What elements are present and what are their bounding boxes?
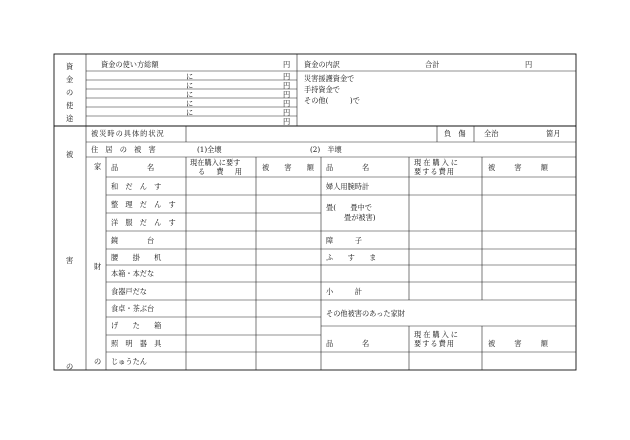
item-tatami-line2: 畳が被害) xyxy=(344,213,376,222)
situation-label: 被災時の具体的状況 xyxy=(91,129,165,138)
disaster-fund-label: 災害援護資金で xyxy=(304,74,355,83)
col-damage-header-right: 被 害 額 xyxy=(488,163,554,172)
funds-vertical-label-5: 途 xyxy=(66,114,74,123)
housing-damage-label: 住 居 の 被 害 xyxy=(91,145,156,154)
item-fujinudedokei: 婦人用腕時計 xyxy=(326,182,370,191)
breakdown-total-label: 合計 xyxy=(425,60,440,69)
item-shokkitodana: 食器戸だな xyxy=(111,287,147,296)
item-other-household: その他被害のあった家財 xyxy=(326,309,405,318)
col-item-header-right-2: 品 名 xyxy=(326,339,370,348)
item-shouji: 障 子 xyxy=(326,236,362,245)
recovery-label: 全治 xyxy=(484,129,499,138)
col-item-header: 品 名 xyxy=(111,163,155,172)
full-destroy-option: (1)全壊 xyxy=(197,145,222,154)
funds-vertical-label-2: 金 xyxy=(66,75,74,84)
item-shoumeikigu: 照 明 器 具 xyxy=(111,339,162,348)
usage-row-yen-3: 円 xyxy=(283,90,291,99)
item-shokutaku: 食卓・茶ぶ台 xyxy=(111,304,155,313)
funds-vertical-label-1: 資 xyxy=(66,62,74,71)
col-cost-right-header-1: 現在購入に xyxy=(414,158,460,167)
own-fund-label: 手持資金で xyxy=(304,85,340,94)
months-label: 箇月 xyxy=(546,129,561,138)
household-vertical-label-1: 家 xyxy=(94,162,102,171)
usage-total-label: 資金の使い方総額 xyxy=(101,60,159,69)
item-juutan: じゅうたん xyxy=(111,357,147,366)
item-youfukudansu: 洋 服 だ ん す xyxy=(111,218,176,227)
col-damage-header-right-2: 被 害 額 xyxy=(488,339,554,348)
usage-row-ni-1: に xyxy=(186,72,194,81)
usage-row-ni-5: に xyxy=(186,108,194,117)
col-cost-right-header-2: 要する費用 xyxy=(414,167,455,176)
usage-row-yen-6: 円 xyxy=(283,117,291,126)
usage-row-ni-3: に xyxy=(186,90,194,99)
col-damage-header: 被 害 額 xyxy=(262,163,318,172)
col-cost-right-header-4: 要する費用 xyxy=(414,339,455,348)
usage-total-yen: 円 xyxy=(283,60,291,69)
item-kyoudai: 鏡 台 xyxy=(111,236,155,245)
item-wadansu: 和 だ ん す xyxy=(111,182,162,191)
usage-row-yen-1: 円 xyxy=(283,72,291,81)
item-getabako: げ た 箱 xyxy=(111,321,162,330)
breakdown-total-yen: 円 xyxy=(525,60,533,69)
damage-vertical-label-3: の xyxy=(66,362,74,371)
household-vertical-label-3: の xyxy=(94,357,102,366)
item-koshikakezukue: 腰 掛 机 xyxy=(111,253,162,262)
breakdown-label: 資金の内訳 xyxy=(304,60,340,69)
col-cost-header-1: 現在購入に要す xyxy=(190,158,241,167)
usage-row-yen-5: 円 xyxy=(283,108,291,117)
funds-vertical-label-4: 使 xyxy=(66,101,74,110)
other-fund-label: その他( )で xyxy=(304,96,360,105)
damage-vertical-label-1: 被 xyxy=(66,150,74,159)
item-shoukei: 小 計 xyxy=(326,287,362,296)
damage-vertical-label-2: 害 xyxy=(66,256,74,265)
injury-label: 負 傷 xyxy=(444,129,466,138)
item-fusuma: ふ す ま xyxy=(326,253,377,262)
usage-row-ni-4: に xyxy=(186,99,194,108)
col-cost-right-header-3: 現在購入に xyxy=(414,330,460,339)
usage-row-yen-2: 円 xyxy=(283,81,291,90)
usage-row-yen-4: 円 xyxy=(283,99,291,108)
funds-vertical-label-3: の xyxy=(66,88,74,97)
item-seiridansu: 整 理 だ ん す xyxy=(111,200,176,209)
household-vertical-label-2: 財 xyxy=(94,262,102,271)
col-cost-header-2: る 費 用 xyxy=(198,167,244,176)
usage-row-ni-2: に xyxy=(186,81,194,90)
col-item-header-right: 品 名 xyxy=(326,163,370,172)
item-honbako: 本箱・本だな xyxy=(111,269,155,278)
item-tatami-line1: 畳( 畳中で xyxy=(326,203,372,212)
half-destroy-option: (2) 半壊 xyxy=(310,145,342,154)
